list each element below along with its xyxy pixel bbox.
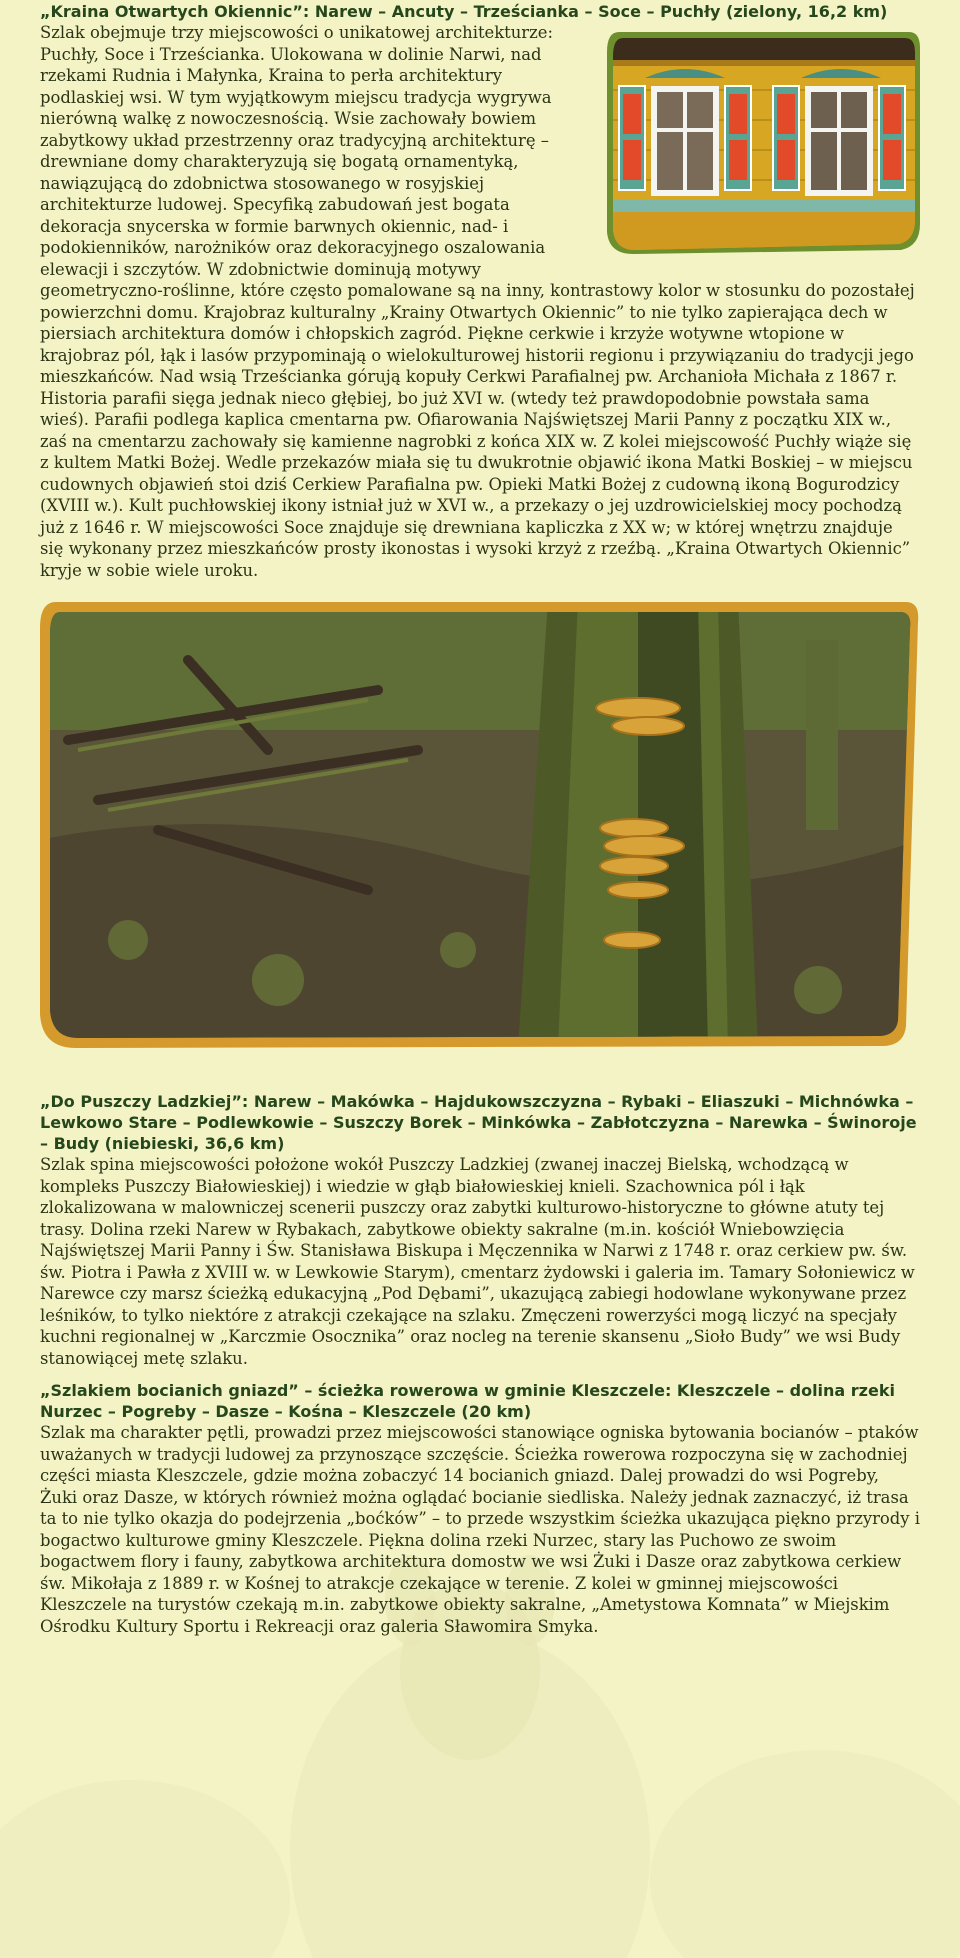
route-title-green: „Kraina Otwartych Okiennic”: Narew – Ancuty – Trześcianka – Soce – Puchły (zielony, 16,2 km) — [40, 2, 888, 21]
route-description-blue: Szlak spina miejscowości położone wokół Puszczy Ladzkiej (zwanej inaczej Bielską, wchodzącą w kompleks Puszczy Białowieskiej) i wiedzie w głąb białowieskiej knieli. Szachownica pól i łąk zlokalizowana w malowniczej scenerii puszczy oraz zabytki kulturowo-historyczne to główne atuty tej trasy. Dolina rzeki Narew w Rybakach, zabytkowe obiekty sakralne (m.in. kościół Wniebowzięcia Najświętszej Marii Panny i Św. Stanisława Biskupa i Męczennika w Narwi z 1748 r. oraz cerkiew pw. św. św. Piotra i Pawła z XVIII w. w Lewkowie Starym), cmentarz żydowski i galeria im. Tamary Sołoniewicz w Narewce czy marsz ścieżką edukacyjną „Pod Dębami”, ukazującą zabiegi hodowlane wykonywane przez leśników, to tylko niektóre z atrakcji czekające na szlaku. Zmęczeni rowerzyści mogą liczyć na specjały kuchni regionalnej w „Karczmie Osocznika” oraz nocleg na terenie skansenu „Sioło Budy” we wsi Budy stanowiącej metę szlaku. — [40, 1155, 915, 1368]
route-section-green — [40, 1, 920, 581]
forest-tree-fungus-image — [38, 600, 920, 1048]
route-description-green: Szlak obejmuje trzy miejscowości o unikatowej architekturze: Puchły, Soce i Trześcianka. Ulokowana w dolinie Narwi, nad rzekami Rudnia i Małynka, Kraina to perła architektury podlaskiej wsi. W tym wyjątkowym miejscu tradycja wygrywa nierówną walkę z nowoczesnością. Wsie zachowały bowiem zabytkowy układ przestrzenny oraz tradycyjną architekturę – drewniane domy charakteryzują się bogatą ornamentyką, nawiązującą do zdobnictwa stosowanego w rosyjskiej architekturze ludowej. Specyfiką zabudowań jest bogata dekoracja snycerska w formie barwnych okiennic, nad- i podokienników, narożników oraz dekoracyjnego oszalowania elewacji i szczytów. W zdobnictwie dominują motywy geometryczno-roślinne, które często pomalowane są na inny, kontrastowy kolor w stosunku do pozostałej powierzchni domu. Krajobraz kulturalny „Krainy Otwartych Okiennic” to nie tylko zapierająca dech w piersiach architektura domów i chłopskich zagród. Piękne cerkwie i krzyże wotywne wtopione w krajobraz pól, łąk i lasów przypominają o wielokulturowej historii regionu i przywiązaniu do tradycji jego mieszkańców. Nad wsią Trześcianka górują kopuły Cerkwi Parafialnej pw. Archanioła Michała z 1867 r. Historia parafii sięga jednak nieco głębiej, bo już XVI w. (wtedy też prawdopodobnie powstała sama wieś). Parafii podlega kaplica cmentarna pw. Ofiarowania Najświętszej Marii Panny z początku XIX w., zaś na cmentarzu zachowały się kamienne nagrobki z końca XIX w. Z kolei miejscowość Puchły wiąże się z kultem Matki Bożej. Wedle przekazów miała się tu dwukrotnie objawić ikona Matki Boskiej – w miejscu cudownych objawień stoi dziś Cerkiew Parafialna pw. Opieki Matki Bożej z cudowną ikoną Bogurodzicy (XVIII w.). Kult puchłowskiej ikony istniał już w XVI w., a przekazy o jej uzdrowicielskiej mocy pochodzą już z 1646 r. W miejscowości Soce znajduje się drewniana kapliczka z XX w; w której wnętrzu znajduje się wykonany przez mieszkańców prosty ikonostas i wysoki krzyż z rzeźbą. „Kraina Otwartych Okiennic” kryje w sobie wiele uroku. — [40, 23, 915, 580]
route-title-storks: „Szlakiem bocianich gniazd” – ścieżka rowerowa w gminie Kleszczele: Kleszczele – dolina rzeki Nurzec – Pogreby – Dasze – Kośna – Kleszczele (20 km) — [40, 1381, 895, 1421]
route-title-blue: „Do Puszczy Ladzkiej”: Narew – Makówka – Hajdukowszczyzna – Rybaki – Eliaszuki – Michnówka – Lewkowo Stare – Podlewkowie – Suszczy Borek – Minkówka – Zabłotczyzna – Narewka – Świnoroje – Budy (niebieski, 36,6 km) — [40, 1092, 917, 1153]
forest-fungus-photo — [38, 600, 920, 1048]
route-section-storks — [40, 1380, 920, 1637]
wooden-house-windows-image — [605, 30, 920, 254]
route-description-storks: Szlak ma charakter pętli, prowadzi przez miejscowości stanowiące ogniska bytowania bocianów – ptaków uważanych w tradycji ludowej za przynoszące szczęście. Ścieżka rowerowa rozpoczyna się w zachodniej części miasta Kleszczele, gdzie można zobaczyć 14 bocianich gniazd. Dalej prowadzi do wsi Pogreby, Żuki oraz Dasze, w których również można oglądać bocianie siedliska. Należy jednak zaznaczyć, iż trasa ta to nie tylko okazja do podejrzenia „boćków” – to przede wszystkim ścieżka ukazująca piękno przyrody i bogactwo kulturowe gminy Kleszczele. Piękna dolina rzeki Nurzec, stary las Puchowo ze swoim bogactwem flory i fauny, zabytkowa architektura domostw we wsi Żuki i Dasze oraz zabytkowa cerkiew św. Mikołaja z 1889 r. w Kośnej to atrakcje czekające w terenie. Z kolei w gminnej miejscowości Kleszczele na turystów czekają m.in. zabytkowe obiekty sakralne, „Ametystowa Komnata” w Miejskim Ośrodku Kultury Sportu i Rekreacji oraz galeria Sławomira Smyka. — [40, 1423, 920, 1636]
route-section-blue — [40, 1091, 920, 1369]
wooden-house-windows-photo — [605, 30, 920, 254]
